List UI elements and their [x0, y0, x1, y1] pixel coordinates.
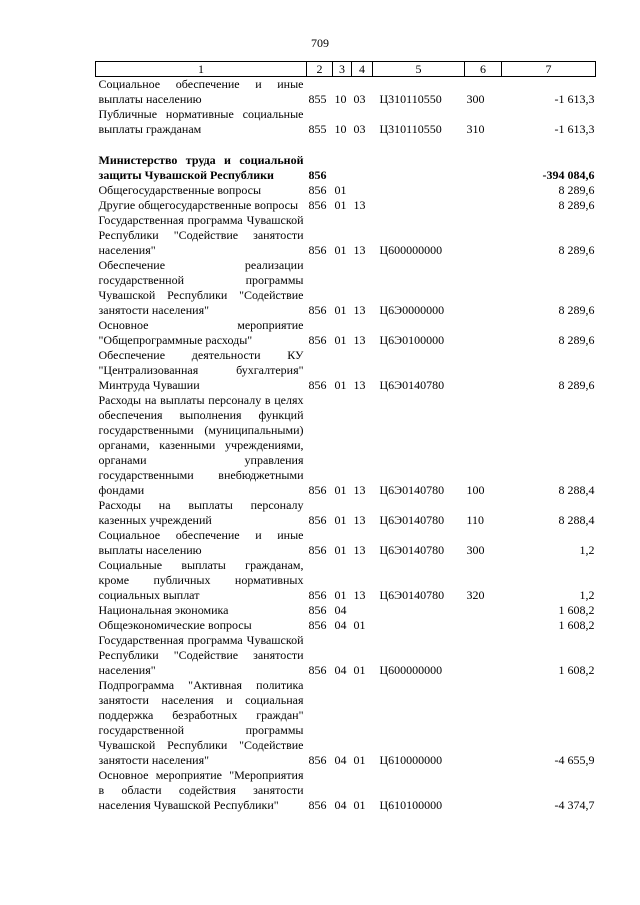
row-amount: -4 374,7: [554, 798, 595, 812]
row-section-code: 01: [334, 198, 347, 212]
table-row: [96, 77, 596, 108]
row-subsection-code: 13: [353, 543, 366, 557]
row-ministry-code: 856: [308, 168, 327, 182]
row-ministry-code: 856: [308, 603, 327, 617]
row-name: Государственная программа Чувашской Республики "Содействие занятости населения": [98, 633, 304, 677]
col-header-3: 3: [333, 62, 352, 77]
row-target-code: [373, 603, 465, 618]
row-expense-type: [465, 678, 502, 768]
col-header-5: 5: [373, 62, 465, 77]
row-expense-type: [465, 603, 502, 618]
row-expense-type: 300: [466, 92, 485, 106]
table-row: [96, 213, 596, 258]
row-expense-type: [465, 348, 502, 393]
row-expense-type: 310: [466, 122, 485, 136]
row-amount: 1 608,2: [558, 603, 595, 617]
col-header-4: 4: [352, 62, 373, 77]
row-expense-type: [465, 198, 502, 213]
row-section-code: 01: [334, 588, 347, 602]
row-subsection-code: 01: [353, 618, 366, 632]
row-target-code: Ц6Э0140780: [379, 513, 445, 527]
row-amount: -1 613,3: [554, 122, 595, 136]
table-row: [96, 348, 596, 393]
table-row: [96, 558, 596, 603]
row-ministry-code: 855: [308, 92, 327, 106]
row-section-code: 10: [334, 122, 347, 136]
table-row: [96, 618, 596, 633]
table-row: [96, 498, 596, 528]
table-row: [96, 603, 596, 618]
row-name: Расходы на выплаты персоналу в целях обеспечения выполнения функций государственными (муниципальными) органами, казенными учреждениями, органами управления государственными внебюджетными фондами: [98, 393, 304, 497]
row-ministry-code: 856: [308, 333, 327, 347]
row-target-code: [373, 153, 465, 183]
row-amount: -4 655,9: [554, 753, 595, 767]
row-subsection-code: 01: [353, 753, 366, 767]
row-expense-type: [465, 768, 502, 813]
row-amount: 8 289,6: [558, 183, 595, 197]
row-expense-type: [465, 618, 502, 633]
row-section-code: 10: [334, 92, 347, 106]
row-subsection-code: [352, 183, 373, 198]
row-target-code: [373, 618, 465, 633]
spacer-cell: [96, 137, 596, 153]
row-amount: -394 084,6: [542, 168, 595, 182]
row-expense-type: 110: [466, 513, 485, 527]
row-amount: 8 289,6: [558, 333, 595, 347]
row-expense-type: [465, 633, 502, 678]
row-ministry-code: 856: [308, 378, 327, 392]
row-section-code: 01: [334, 333, 347, 347]
row-ministry-code: 856: [308, 663, 327, 677]
row-amount: 8 289,6: [558, 378, 595, 392]
row-expense-type: 300: [466, 543, 485, 557]
row-section-code: 04: [334, 618, 347, 632]
row-name: Социальное обеспечение и иные выплаты населению: [98, 77, 304, 106]
row-target-code: Ц310110550: [379, 122, 442, 136]
row-ministry-code: 856: [308, 798, 327, 812]
row-target-code: Ц310110550: [379, 92, 442, 106]
row-name: Социальные выплаты гражданам, кроме публичных нормативных социальных выплат: [98, 558, 304, 602]
row-expense-type: [465, 183, 502, 198]
row-name: Другие общегосударственные вопросы: [98, 198, 299, 212]
table-row: [96, 633, 596, 678]
row-expense-type: [465, 153, 502, 183]
table-row: [96, 107, 596, 137]
row-subsection-code: [352, 153, 373, 183]
row-subsection-code: 03: [353, 92, 366, 106]
table-row: [96, 258, 596, 318]
row-subsection-code: 01: [353, 798, 366, 812]
col-header-1: 1: [96, 62, 307, 77]
row-name: Государственная программа Чувашской Республики "Содействие занятости населения": [98, 213, 304, 257]
table-row: [96, 153, 596, 183]
row-subsection-code: 13: [353, 378, 366, 392]
row-name: Общеэкономические вопросы: [98, 618, 252, 632]
row-section-code: 01: [334, 543, 347, 557]
row-expense-type: [465, 258, 502, 318]
row-target-code: Ц6Э0000000: [379, 303, 445, 317]
row-name: Министерство труда и социальной защиты Чувашской Республики: [98, 153, 304, 182]
row-name: Основное мероприятие "Общепрограммные расходы": [98, 318, 304, 347]
row-section-code: 01: [334, 513, 347, 527]
row-subsection-code: 13: [353, 333, 366, 347]
row-ministry-code: 856: [308, 183, 327, 197]
row-amount: 8 288,4: [558, 483, 595, 497]
row-ministry-code: 856: [308, 753, 327, 767]
table-spacer-row: [96, 137, 596, 153]
row-target-code: Ц6Э0140780: [379, 483, 445, 497]
table-row: [96, 198, 596, 213]
row-name: Социальное обеспечение и иные выплаты населению: [98, 528, 304, 557]
row-section-code: 01: [334, 483, 347, 497]
row-subsection-code: 13: [353, 588, 366, 602]
row-amount: 8 289,6: [558, 198, 595, 212]
row-amount: 1,2: [579, 588, 595, 602]
row-amount: 1 608,2: [558, 618, 595, 632]
row-name: Обеспечение деятельности КУ "Централизованная бухгалтерия" Минтруда Чувашии: [98, 348, 304, 392]
row-amount: 1,2: [579, 543, 595, 557]
row-target-code: Ц6Э0140780: [379, 543, 445, 557]
row-ministry-code: 856: [308, 483, 327, 497]
row-section-code: 04: [334, 663, 347, 677]
row-amount: 8 289,6: [558, 243, 595, 257]
row-section-code: 01: [334, 243, 347, 257]
row-ministry-code: 856: [308, 588, 327, 602]
row-expense-type: [465, 213, 502, 258]
row-ministry-code: 856: [308, 198, 327, 212]
row-ministry-code: 856: [308, 618, 327, 632]
row-expense-type: 320: [466, 588, 485, 602]
row-expense-type: [465, 318, 502, 348]
row-ministry-code: 856: [308, 303, 327, 317]
row-section-code: 04: [334, 603, 347, 617]
row-section-code: 01: [334, 303, 347, 317]
col-header-2: 2: [307, 62, 333, 77]
row-ministry-code: 855: [308, 122, 327, 136]
row-subsection-code: 13: [353, 483, 366, 497]
row-subsection-code: 13: [353, 198, 366, 212]
budget-table: [95, 61, 596, 813]
row-target-code: Ц610000000: [379, 753, 443, 767]
row-target-code: Ц600000000: [379, 243, 443, 257]
row-name: Обеспечение реализации государственной программы Чувашской Республики "Содействие занятости населения": [98, 258, 304, 317]
row-subsection-code: 03: [353, 122, 366, 136]
col-header-7: 7: [502, 62, 596, 77]
column-header-row: [96, 62, 596, 77]
row-target-code: Ц6Э0100000: [379, 333, 445, 347]
row-subsection-code: 13: [353, 513, 366, 527]
row-name: Национальная экономика: [98, 603, 229, 617]
row-amount: 8 289,6: [558, 303, 595, 317]
row-target-code: Ц610100000: [379, 798, 443, 812]
row-section-code: 01: [334, 183, 347, 197]
row-subsection-code: 01: [353, 663, 366, 677]
table-row: [96, 318, 596, 348]
row-name: Подпрограмма "Активная политика занятости населения и социальная поддержка безработных граждан" государственной программы Чувашской Республики "Содействие занятости населения": [98, 678, 304, 767]
row-target-code: Ц6Э0140780: [379, 588, 445, 602]
row-expense-type: 100: [466, 483, 485, 497]
row-name: Общегосударственные вопросы: [98, 183, 262, 197]
row-subsection-code: [352, 603, 373, 618]
row-section-code: 04: [334, 753, 347, 767]
table-body: [96, 77, 596, 814]
table-row: [96, 528, 596, 558]
row-target-code: Ц600000000: [379, 663, 443, 677]
table-row: [96, 183, 596, 198]
col-header-6: 6: [465, 62, 502, 77]
row-section-code: 01: [334, 378, 347, 392]
row-name: Публичные нормативные социальные выплаты гражданам: [98, 107, 304, 136]
row-name: Расходы на выплаты персоналу казенных учреждений: [98, 498, 304, 527]
row-subsection-code: 13: [353, 303, 366, 317]
table-row: [96, 393, 596, 498]
row-ministry-code: 856: [308, 543, 327, 557]
row-ministry-code: 856: [308, 513, 327, 527]
row-amount: 8 288,4: [558, 513, 595, 527]
row-section-code: [333, 153, 352, 183]
row-target-code: [373, 198, 465, 213]
page-number: 709: [311, 36, 329, 50]
row-amount: 1 608,2: [558, 663, 595, 677]
row-amount: -1 613,3: [554, 92, 595, 106]
row-subsection-code: 13: [353, 243, 366, 257]
table-row: [96, 678, 596, 768]
row-name: Основное мероприятие "Мероприятия в области содействия занятости населения Чувашской Республики": [98, 768, 304, 812]
row-ministry-code: 856: [308, 243, 327, 257]
row-target-code: Ц6Э0140780: [379, 378, 445, 392]
row-target-code: [373, 183, 465, 198]
table-row: [96, 768, 596, 813]
row-section-code: 04: [334, 798, 347, 812]
